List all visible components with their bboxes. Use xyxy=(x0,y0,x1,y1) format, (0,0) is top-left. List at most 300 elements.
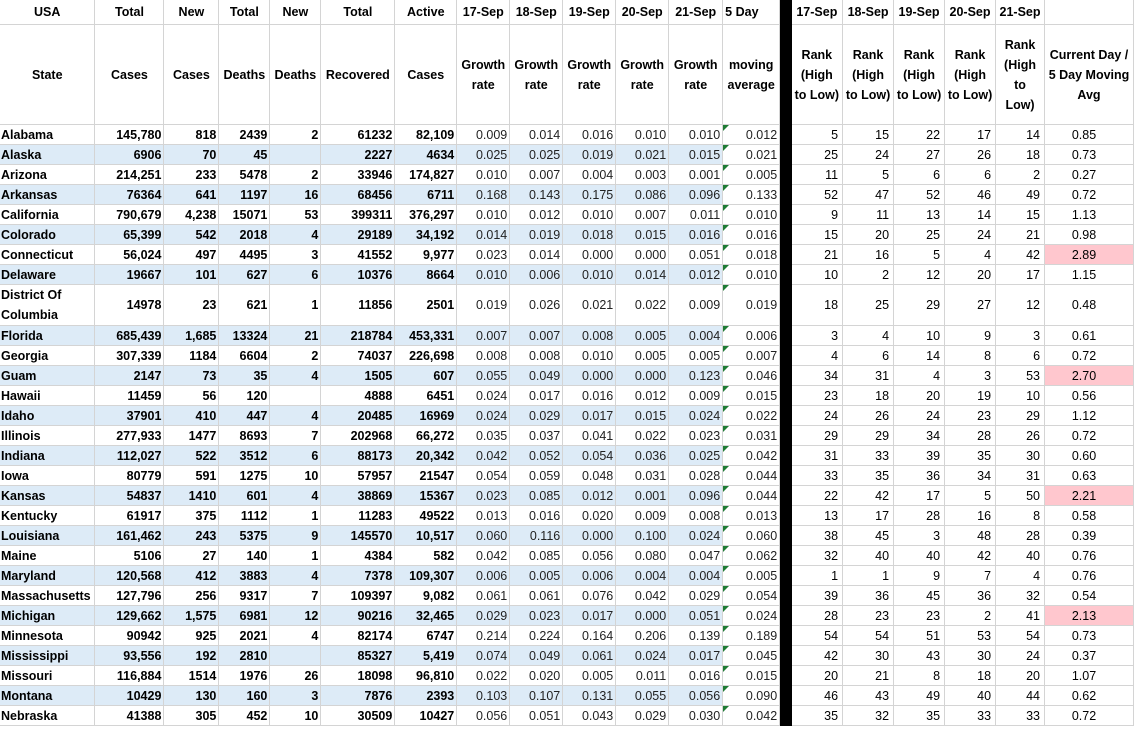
cell-growth-rate-2[interactable]: 0.020 xyxy=(510,666,563,686)
cell-rank-5[interactable]: 20 xyxy=(996,666,1045,686)
cell-rank-1[interactable]: 34 xyxy=(792,366,843,386)
cell-total-deaths[interactable]: 447 xyxy=(219,406,270,426)
cell-current-to-moving-avg-ratio[interactable]: 2.21 xyxy=(1045,486,1134,506)
cell-rank-4[interactable]: 20 xyxy=(945,265,996,285)
header-total-recovered-top[interactable]: Total xyxy=(321,0,395,25)
cell-active-cases[interactable]: 49522 xyxy=(395,506,457,526)
cell-current-to-moving-avg-ratio[interactable]: 0.60 xyxy=(1045,446,1134,466)
cell-new-deaths[interactable]: 4 xyxy=(270,486,321,506)
cell-moving-average[interactable]: 0.031 xyxy=(723,426,780,446)
cell-active-cases[interactable]: 6451 xyxy=(395,386,457,406)
cell-new-deaths[interactable] xyxy=(270,646,321,666)
cell-active-cases[interactable]: 2501 xyxy=(395,285,457,326)
cell-rank-5[interactable]: 3 xyxy=(996,326,1045,346)
cell-growth-rate-2[interactable]: 0.006 xyxy=(510,265,563,285)
cell-growth-rate-5[interactable]: 0.010 xyxy=(669,125,723,145)
cell-growth-rate-2[interactable]: 0.008 xyxy=(510,346,563,366)
cell-growth-rate-5[interactable]: 0.056 xyxy=(669,686,723,706)
cell-rank-1[interactable]: 54 xyxy=(792,626,843,646)
cell-total-cases[interactable]: 145,780 xyxy=(95,125,164,145)
cell-rank-2[interactable]: 25 xyxy=(843,285,894,326)
cell-new-cases[interactable]: 23 xyxy=(164,285,219,326)
cell-total-deaths[interactable]: 9317 xyxy=(219,586,270,606)
cell-rank-5[interactable]: 29 xyxy=(996,406,1045,426)
cell-state[interactable]: Montana xyxy=(0,686,95,706)
cell-rank-2[interactable]: 17 xyxy=(843,506,894,526)
cell-active-cases[interactable]: 582 xyxy=(395,546,457,566)
cell-new-cases[interactable]: 56 xyxy=(164,386,219,406)
cell-growth-rate-3[interactable]: 0.010 xyxy=(563,265,616,285)
header-total-deaths-top[interactable]: Total xyxy=(219,0,270,25)
cell-new-deaths[interactable] xyxy=(270,145,321,165)
cell-moving-average[interactable]: 0.044 xyxy=(723,466,780,486)
cell-moving-average[interactable]: 0.062 xyxy=(723,546,780,566)
cell-rank-5[interactable]: 28 xyxy=(996,526,1045,546)
cell-recovered[interactable]: 4888 xyxy=(321,386,395,406)
cell-growth-rate-3[interactable]: 0.006 xyxy=(563,566,616,586)
cell-growth-rate-1[interactable]: 0.074 xyxy=(457,646,510,666)
cell-new-cases[interactable]: 130 xyxy=(164,686,219,706)
cell-growth-rate-2[interactable]: 0.107 xyxy=(510,686,563,706)
cell-state[interactable]: Minnesota xyxy=(0,626,95,646)
cell-rank-3[interactable]: 3 xyxy=(894,526,945,546)
cell-state[interactable]: Nebraska xyxy=(0,706,95,726)
cell-rank-4[interactable]: 33 xyxy=(945,706,996,726)
cell-total-deaths[interactable]: 140 xyxy=(219,546,270,566)
cell-growth-rate-4[interactable]: 0.003 xyxy=(616,165,669,185)
cell-growth-rate-3[interactable]: 0.020 xyxy=(563,506,616,526)
cell-growth-rate-3[interactable]: 0.041 xyxy=(563,426,616,446)
cell-growth-rate-1[interactable]: 0.024 xyxy=(457,386,510,406)
cell-growth-rate-4[interactable]: 0.012 xyxy=(616,386,669,406)
cell-rank-3[interactable]: 22 xyxy=(894,125,945,145)
cell-state[interactable]: Alabama xyxy=(0,125,95,145)
cell-new-deaths[interactable]: 4 xyxy=(270,626,321,646)
cell-new-cases[interactable]: 305 xyxy=(164,706,219,726)
cell-growth-rate-4[interactable]: 0.086 xyxy=(616,185,669,205)
header-rank-date-2[interactable]: 18-Sep xyxy=(843,0,894,25)
cell-current-to-moving-avg-ratio[interactable]: 0.61 xyxy=(1045,326,1134,346)
cell-state[interactable]: Indiana xyxy=(0,446,95,466)
cell-active-cases[interactable]: 607 xyxy=(395,366,457,386)
cell-new-deaths[interactable]: 7 xyxy=(270,426,321,446)
cell-rank-1[interactable]: 38 xyxy=(792,526,843,546)
header-growth-date-4[interactable]: 20-Sep xyxy=(616,0,669,25)
cell-rank-2[interactable]: 40 xyxy=(843,546,894,566)
cell-growth-rate-2[interactable]: 0.023 xyxy=(510,606,563,626)
cell-recovered[interactable]: 85327 xyxy=(321,646,395,666)
cell-rank-3[interactable]: 12 xyxy=(894,265,945,285)
cell-rank-3[interactable]: 39 xyxy=(894,446,945,466)
cell-rank-5[interactable]: 18 xyxy=(996,145,1045,165)
cell-new-deaths[interactable]: 10 xyxy=(270,706,321,726)
cell-rank-4[interactable]: 30 xyxy=(945,646,996,666)
cell-growth-rate-4[interactable]: 0.000 xyxy=(616,245,669,265)
cell-rank-3[interactable]: 10 xyxy=(894,326,945,346)
cell-total-deaths[interactable]: 2018 xyxy=(219,225,270,245)
header-total-deaths[interactable]: Deaths xyxy=(219,25,270,125)
cell-rank-3[interactable]: 6 xyxy=(894,165,945,185)
cell-current-to-moving-avg-ratio[interactable]: 0.56 xyxy=(1045,386,1134,406)
cell-moving-average[interactable]: 0.005 xyxy=(723,566,780,586)
cell-growth-rate-5[interactable]: 0.023 xyxy=(669,426,723,446)
cell-rank-2[interactable]: 47 xyxy=(843,185,894,205)
cell-growth-rate-3[interactable]: 0.017 xyxy=(563,406,616,426)
cell-recovered[interactable]: 90216 xyxy=(321,606,395,626)
cell-growth-rate-3[interactable]: 0.164 xyxy=(563,626,616,646)
cell-recovered[interactable]: 202968 xyxy=(321,426,395,446)
cell-rank-2[interactable]: 18 xyxy=(843,386,894,406)
cell-new-deaths[interactable]: 3 xyxy=(270,245,321,265)
cell-new-cases[interactable]: 1410 xyxy=(164,486,219,506)
cell-active-cases[interactable]: 9,977 xyxy=(395,245,457,265)
cell-growth-rate-4[interactable]: 0.015 xyxy=(616,406,669,426)
header-rank-date-5[interactable]: 21-Sep xyxy=(996,0,1045,25)
cell-growth-rate-2[interactable]: 0.005 xyxy=(510,566,563,586)
cell-growth-rate-3[interactable]: 0.076 xyxy=(563,586,616,606)
cell-new-cases[interactable]: 410 xyxy=(164,406,219,426)
cell-moving-average[interactable]: 0.006 xyxy=(723,326,780,346)
cell-growth-rate-5[interactable]: 0.024 xyxy=(669,406,723,426)
cell-rank-2[interactable]: 26 xyxy=(843,406,894,426)
cell-total-deaths[interactable]: 621 xyxy=(219,285,270,326)
header-total-cases-top[interactable]: Total xyxy=(95,0,164,25)
cell-rank-4[interactable]: 9 xyxy=(945,326,996,346)
cell-rank-2[interactable]: 32 xyxy=(843,706,894,726)
cell-moving-average[interactable]: 0.019 xyxy=(723,285,780,326)
cell-growth-rate-3[interactable]: 0.131 xyxy=(563,686,616,706)
cell-rank-3[interactable]: 25 xyxy=(894,225,945,245)
cell-total-cases[interactable]: 90942 xyxy=(95,626,164,646)
header-new-deaths-top[interactable]: New xyxy=(270,0,321,25)
cell-new-deaths[interactable]: 4 xyxy=(270,566,321,586)
cell-new-deaths[interactable]: 10 xyxy=(270,466,321,486)
cell-new-cases[interactable]: 818 xyxy=(164,125,219,145)
cell-total-cases[interactable]: 790,679 xyxy=(95,205,164,225)
cell-rank-4[interactable]: 14 xyxy=(945,205,996,225)
cell-growth-rate-3[interactable]: 0.017 xyxy=(563,606,616,626)
cell-growth-rate-4[interactable]: 0.100 xyxy=(616,526,669,546)
cell-rank-4[interactable]: 34 xyxy=(945,466,996,486)
cell-rank-5[interactable]: 15 xyxy=(996,205,1045,225)
cell-rank-1[interactable]: 31 xyxy=(792,446,843,466)
cell-growth-rate-4[interactable]: 0.042 xyxy=(616,586,669,606)
cell-rank-1[interactable]: 13 xyxy=(792,506,843,526)
cell-moving-average[interactable]: 0.021 xyxy=(723,145,780,165)
cell-current-to-moving-avg-ratio[interactable]: 1.07 xyxy=(1045,666,1134,686)
cell-total-cases[interactable]: 65,399 xyxy=(95,225,164,245)
cell-new-deaths[interactable]: 1 xyxy=(270,546,321,566)
cell-rank-3[interactable]: 34 xyxy=(894,426,945,446)
cell-current-to-moving-avg-ratio[interactable]: 0.98 xyxy=(1045,225,1134,245)
cell-rank-3[interactable]: 5 xyxy=(894,245,945,265)
cell-recovered[interactable]: 88173 xyxy=(321,446,395,466)
cell-rank-1[interactable]: 9 xyxy=(792,205,843,225)
cell-active-cases[interactable]: 174,827 xyxy=(395,165,457,185)
cell-active-cases[interactable]: 5,419 xyxy=(395,646,457,666)
cell-rank-5[interactable]: 44 xyxy=(996,686,1045,706)
cell-moving-average[interactable]: 0.054 xyxy=(723,586,780,606)
cell-growth-rate-4[interactable]: 0.022 xyxy=(616,426,669,446)
header-growth-rate-1[interactable]: Growth rate xyxy=(457,25,510,125)
cell-active-cases[interactable]: 6747 xyxy=(395,626,457,646)
cell-growth-rate-1[interactable]: 0.103 xyxy=(457,686,510,706)
cell-active-cases[interactable]: 82,109 xyxy=(395,125,457,145)
header-growth-date-3[interactable]: 19-Sep xyxy=(563,0,616,25)
cell-recovered[interactable]: 82174 xyxy=(321,626,395,646)
cell-rank-1[interactable]: 4 xyxy=(792,346,843,366)
cell-recovered[interactable]: 57957 xyxy=(321,466,395,486)
cell-total-deaths[interactable]: 1197 xyxy=(219,185,270,205)
cell-new-deaths[interactable]: 3 xyxy=(270,686,321,706)
cell-growth-rate-4[interactable]: 0.031 xyxy=(616,466,669,486)
cell-state[interactable]: Connecticut xyxy=(0,245,95,265)
cell-current-to-moving-avg-ratio[interactable]: 0.48 xyxy=(1045,285,1134,326)
cell-new-deaths[interactable]: 4 xyxy=(270,225,321,245)
cell-active-cases[interactable]: 453,331 xyxy=(395,326,457,346)
cell-rank-5[interactable]: 26 xyxy=(996,426,1045,446)
cell-growth-rate-3[interactable]: 0.000 xyxy=(563,526,616,546)
cell-growth-rate-5[interactable]: 0.047 xyxy=(669,546,723,566)
header-rank-date-4[interactable]: 20-Sep xyxy=(945,0,996,25)
cell-rank-2[interactable]: 11 xyxy=(843,205,894,225)
cell-total-deaths[interactable]: 4495 xyxy=(219,245,270,265)
cell-rank-3[interactable]: 35 xyxy=(894,706,945,726)
cell-state[interactable]: Idaho xyxy=(0,406,95,426)
cell-total-cases[interactable]: 277,933 xyxy=(95,426,164,446)
cell-rank-2[interactable]: 45 xyxy=(843,526,894,546)
cell-rank-3[interactable]: 9 xyxy=(894,566,945,586)
cell-growth-rate-2[interactable]: 0.085 xyxy=(510,546,563,566)
cell-recovered[interactable]: 399311 xyxy=(321,205,395,225)
cell-growth-rate-3[interactable]: 0.043 xyxy=(563,706,616,726)
cell-rank-4[interactable]: 2 xyxy=(945,606,996,626)
cell-new-cases[interactable]: 101 xyxy=(164,265,219,285)
cell-rank-5[interactable]: 41 xyxy=(996,606,1045,626)
cell-growth-rate-2[interactable]: 0.007 xyxy=(510,326,563,346)
cell-total-cases[interactable]: 5106 xyxy=(95,546,164,566)
cell-state[interactable]: Florida xyxy=(0,326,95,346)
cell-recovered[interactable]: 18098 xyxy=(321,666,395,686)
header-total-recovered[interactable]: Recovered xyxy=(321,25,395,125)
cell-rank-2[interactable]: 31 xyxy=(843,366,894,386)
cell-recovered[interactable]: 74037 xyxy=(321,346,395,366)
cell-growth-rate-5[interactable]: 0.004 xyxy=(669,326,723,346)
cell-moving-average[interactable]: 0.012 xyxy=(723,125,780,145)
cell-growth-rate-4[interactable]: 0.000 xyxy=(616,606,669,626)
cell-rank-4[interactable]: 27 xyxy=(945,285,996,326)
cell-state[interactable]: Michigan xyxy=(0,606,95,626)
cell-state[interactable]: Hawaii xyxy=(0,386,95,406)
cell-growth-rate-2[interactable]: 0.085 xyxy=(510,486,563,506)
cell-moving-average[interactable]: 0.018 xyxy=(723,245,780,265)
cell-growth-rate-3[interactable]: 0.048 xyxy=(563,466,616,486)
cell-growth-rate-1[interactable]: 0.055 xyxy=(457,366,510,386)
header-growth-rate-2[interactable]: Growth rate xyxy=(510,25,563,125)
cell-growth-rate-3[interactable]: 0.016 xyxy=(563,386,616,406)
cell-total-cases[interactable]: 129,662 xyxy=(95,606,164,626)
cell-total-deaths[interactable]: 2439 xyxy=(219,125,270,145)
cell-rank-3[interactable]: 24 xyxy=(894,406,945,426)
cell-recovered[interactable]: 7378 xyxy=(321,566,395,586)
cell-growth-rate-4[interactable]: 0.004 xyxy=(616,566,669,586)
cell-total-deaths[interactable]: 2810 xyxy=(219,646,270,666)
cell-recovered[interactable]: 38869 xyxy=(321,486,395,506)
cell-total-deaths[interactable]: 5478 xyxy=(219,165,270,185)
cell-growth-rate-2[interactable]: 0.029 xyxy=(510,406,563,426)
cell-growth-rate-5[interactable]: 0.029 xyxy=(669,586,723,606)
cell-state[interactable]: Kansas xyxy=(0,486,95,506)
cell-state[interactable]: Louisiana xyxy=(0,526,95,546)
cell-rank-2[interactable]: 16 xyxy=(843,245,894,265)
cell-rank-2[interactable]: 30 xyxy=(843,646,894,666)
cell-total-cases[interactable]: 2147 xyxy=(95,366,164,386)
cell-total-deaths[interactable]: 601 xyxy=(219,486,270,506)
cell-rank-5[interactable]: 17 xyxy=(996,265,1045,285)
header-growth-rate-5[interactable]: Growth rate xyxy=(669,25,723,125)
cell-current-to-moving-avg-ratio[interactable]: 0.37 xyxy=(1045,646,1134,666)
cell-new-cases[interactable]: 233 xyxy=(164,165,219,185)
cell-current-to-moving-avg-ratio[interactable]: 0.58 xyxy=(1045,506,1134,526)
cell-growth-rate-2[interactable]: 0.016 xyxy=(510,506,563,526)
cell-moving-average[interactable]: 0.042 xyxy=(723,706,780,726)
cell-recovered[interactable]: 41552 xyxy=(321,245,395,265)
cell-rank-1[interactable]: 22 xyxy=(792,486,843,506)
header-new-cases-top[interactable]: New xyxy=(164,0,219,25)
cell-rank-2[interactable]: 23 xyxy=(843,606,894,626)
cell-rank-4[interactable]: 5 xyxy=(945,486,996,506)
cell-rank-1[interactable]: 11 xyxy=(792,165,843,185)
cell-recovered[interactable]: 29189 xyxy=(321,225,395,245)
cell-total-deaths[interactable]: 627 xyxy=(219,265,270,285)
cell-total-cases[interactable]: 54837 xyxy=(95,486,164,506)
cell-rank-3[interactable]: 40 xyxy=(894,546,945,566)
cell-recovered[interactable]: 11856 xyxy=(321,285,395,326)
cell-growth-rate-5[interactable]: 0.024 xyxy=(669,526,723,546)
cell-growth-rate-3[interactable]: 0.012 xyxy=(563,486,616,506)
cell-current-to-moving-avg-ratio[interactable]: 0.85 xyxy=(1045,125,1134,145)
cell-current-to-moving-avg-ratio[interactable]: 0.39 xyxy=(1045,526,1134,546)
cell-growth-rate-1[interactable]: 0.010 xyxy=(457,165,510,185)
cell-new-cases[interactable]: 256 xyxy=(164,586,219,606)
cell-rank-5[interactable]: 33 xyxy=(996,706,1045,726)
cell-moving-average[interactable]: 0.016 xyxy=(723,225,780,245)
cell-recovered[interactable]: 7876 xyxy=(321,686,395,706)
cell-current-to-moving-avg-ratio[interactable]: 1.12 xyxy=(1045,406,1134,426)
cell-active-cases[interactable]: 6711 xyxy=(395,185,457,205)
cell-growth-rate-4[interactable]: 0.010 xyxy=(616,125,669,145)
cell-new-cases[interactable]: 1184 xyxy=(164,346,219,366)
header-growth-date-1[interactable]: 17-Sep xyxy=(457,0,510,25)
cell-growth-rate-2[interactable]: 0.019 xyxy=(510,225,563,245)
cell-moving-average[interactable]: 0.189 xyxy=(723,626,780,646)
cell-state[interactable]: Arizona xyxy=(0,165,95,185)
cell-rank-4[interactable]: 18 xyxy=(945,666,996,686)
cell-moving-average[interactable]: 0.090 xyxy=(723,686,780,706)
cell-growth-rate-3[interactable]: 0.018 xyxy=(563,225,616,245)
cell-growth-rate-4[interactable]: 0.024 xyxy=(616,646,669,666)
cell-growth-rate-4[interactable]: 0.014 xyxy=(616,265,669,285)
cell-moving-average[interactable]: 0.022 xyxy=(723,406,780,426)
cell-state[interactable]: Arkansas xyxy=(0,185,95,205)
cell-state[interactable]: Maine xyxy=(0,546,95,566)
cell-new-cases[interactable]: 591 xyxy=(164,466,219,486)
cell-growth-rate-3[interactable]: 0.010 xyxy=(563,205,616,225)
cell-rank-4[interactable]: 19 xyxy=(945,386,996,406)
header-ratio-top[interactable] xyxy=(1045,0,1134,25)
header-rank-date-1[interactable]: 17-Sep xyxy=(792,0,843,25)
cell-growth-rate-1[interactable]: 0.042 xyxy=(457,446,510,466)
cell-moving-average[interactable]: 0.042 xyxy=(723,446,780,466)
cell-growth-rate-5[interactable]: 0.015 xyxy=(669,145,723,165)
cell-growth-rate-5[interactable]: 0.011 xyxy=(669,205,723,225)
cell-rank-5[interactable]: 50 xyxy=(996,486,1045,506)
cell-rank-1[interactable]: 20 xyxy=(792,666,843,686)
cell-total-cases[interactable]: 307,339 xyxy=(95,346,164,366)
cell-rank-4[interactable]: 46 xyxy=(945,185,996,205)
cell-total-deaths[interactable]: 6981 xyxy=(219,606,270,626)
cell-growth-rate-5[interactable]: 0.008 xyxy=(669,506,723,526)
cell-rank-5[interactable]: 6 xyxy=(996,346,1045,366)
cell-active-cases[interactable]: 10427 xyxy=(395,706,457,726)
cell-recovered[interactable]: 30509 xyxy=(321,706,395,726)
cell-rank-5[interactable]: 24 xyxy=(996,646,1045,666)
cell-growth-rate-3[interactable]: 0.008 xyxy=(563,326,616,346)
cell-growth-rate-1[interactable]: 0.061 xyxy=(457,586,510,606)
cell-total-cases[interactable]: 56,024 xyxy=(95,245,164,265)
cell-rank-5[interactable]: 4 xyxy=(996,566,1045,586)
cell-growth-rate-4[interactable]: 0.029 xyxy=(616,706,669,726)
cell-moving-average[interactable]: 0.045 xyxy=(723,646,780,666)
header-rank-3[interactable]: Rank (High to Low) xyxy=(894,25,945,125)
cell-rank-3[interactable]: 8 xyxy=(894,666,945,686)
cell-growth-rate-1[interactable]: 0.009 xyxy=(457,125,510,145)
cell-rank-2[interactable]: 35 xyxy=(843,466,894,486)
cell-rank-4[interactable]: 42 xyxy=(945,546,996,566)
cell-total-cases[interactable]: 76364 xyxy=(95,185,164,205)
cell-rank-5[interactable]: 8 xyxy=(996,506,1045,526)
cell-rank-1[interactable]: 39 xyxy=(792,586,843,606)
cell-growth-rate-1[interactable]: 0.010 xyxy=(457,265,510,285)
cell-growth-rate-1[interactable]: 0.014 xyxy=(457,225,510,245)
cell-rank-3[interactable]: 28 xyxy=(894,506,945,526)
cell-rank-4[interactable]: 23 xyxy=(945,406,996,426)
cell-growth-rate-5[interactable]: 0.051 xyxy=(669,245,723,265)
cell-total-deaths[interactable]: 8693 xyxy=(219,426,270,446)
cell-new-cases[interactable]: 70 xyxy=(164,145,219,165)
cell-growth-rate-2[interactable]: 0.017 xyxy=(510,386,563,406)
cell-new-deaths[interactable]: 26 xyxy=(270,666,321,686)
cell-new-deaths[interactable]: 4 xyxy=(270,366,321,386)
cell-rank-4[interactable]: 26 xyxy=(945,145,996,165)
cell-moving-average[interactable]: 0.024 xyxy=(723,606,780,626)
cell-total-deaths[interactable]: 452 xyxy=(219,706,270,726)
cell-growth-rate-1[interactable]: 0.060 xyxy=(457,526,510,546)
cell-new-deaths[interactable]: 1 xyxy=(270,506,321,526)
cell-growth-rate-5[interactable]: 0.025 xyxy=(669,446,723,466)
cell-active-cases[interactable]: 4634 xyxy=(395,145,457,165)
cell-rank-4[interactable]: 8 xyxy=(945,346,996,366)
cell-growth-rate-1[interactable]: 0.035 xyxy=(457,426,510,446)
cell-rank-1[interactable]: 1 xyxy=(792,566,843,586)
cell-total-cases[interactable]: 80779 xyxy=(95,466,164,486)
header-growth-date-2[interactable]: 18-Sep xyxy=(510,0,563,25)
header-state[interactable]: State xyxy=(0,25,95,125)
header-rank-4[interactable]: Rank (High to Low) xyxy=(945,25,996,125)
cell-new-deaths[interactable]: 4 xyxy=(270,406,321,426)
cell-rank-1[interactable]: 21 xyxy=(792,245,843,265)
header-total-cases[interactable]: Cases xyxy=(95,25,164,125)
